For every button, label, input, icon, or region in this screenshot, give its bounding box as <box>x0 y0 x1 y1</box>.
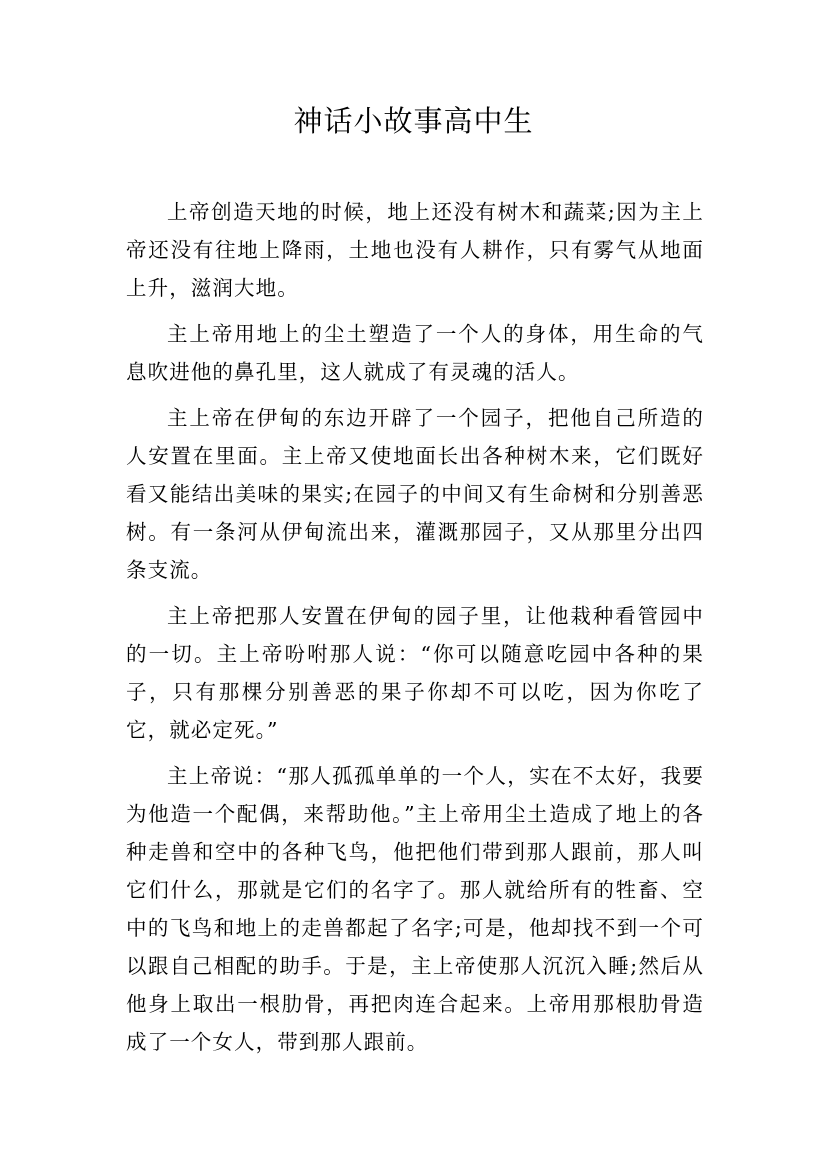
document-title: 神话小故事高中生 <box>293 104 534 138</box>
paragraph-5: 主上帝说：“那人孤孤单单的一个人，实在不太好，我要为他造一个配偶，来帮助他。”主上帝用尘土造成了地上的各种走兽和空中的各种飞鸟，他把他们带到那人跟前，那人叫它们什么，那就是它们的名字了。那人就给所有的牲畜、空中的飞鸟和地上的走兽都起了名字;可是，他却找不到一个可以跟自己相配的助手。于是，主上帝使那人沉沉入睡;然后从他身上取出一根肋骨，再把肉连合起来。上帝用那根肋骨造成了一个女人，带到那人跟前。 <box>126 764 704 1054</box>
paragraph-3: 主上帝在伊甸的东边开辟了一个园子，把他自己所造的人安置在里面。主上帝又使地面长出各种树木来，它们既好看又能结出美味的果实;在园子的中间又有生命树和分别善恶树。有一条河从伊甸流出来，灌溉那园子，又从那里分出四条支流。 <box>126 406 704 582</box>
paragraph-4: 主上帝把那人安置在伊甸的园子里，让他栽种看管园中的一切。主上帝吩咐那人说：“你可以随意吃园中各种的果子，只有那棵分别善恶的果子你却不可以吃，因为你吃了它，就必定死。” <box>126 604 704 742</box>
document-body <box>126 193 704 1069</box>
paragraph-1: 上帝创造天地的时候，地上还没有树木和蔬菜;因为主上帝还没有往地上降雨，土地也没有人耕作，只有雾气从地面上升，滋润大地。 <box>126 200 704 300</box>
paragraph-2: 主上帝用地上的尘土塑造了一个人的身体，用生命的气息吹进他的鼻孔里，这人就成了有灵魂的活人。 <box>126 322 704 384</box>
